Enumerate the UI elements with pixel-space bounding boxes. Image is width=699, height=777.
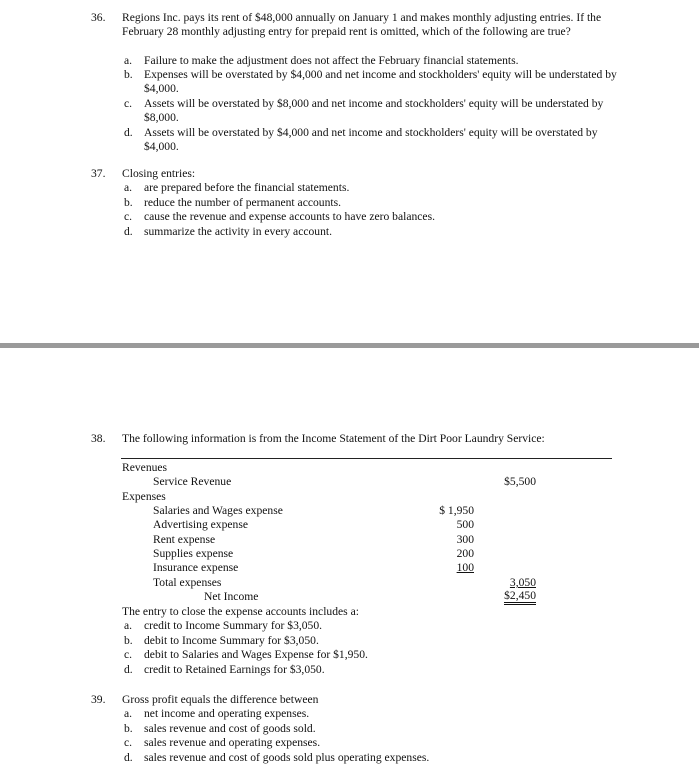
option-letter: a. xyxy=(124,181,133,194)
option-text: Expenses will be overstated by $4,000 and net income and stockholders' equity will be understated by $4,000. xyxy=(144,68,617,96)
question-number: 37. xyxy=(91,167,106,180)
question-number: 38. xyxy=(91,432,106,445)
expense-label: Insurance expense xyxy=(153,561,239,574)
option-letter: c. xyxy=(124,210,133,223)
expense-value: 500 xyxy=(456,518,474,531)
option-text: debit to Salaries and Wages Expense for $1,950. xyxy=(144,648,368,661)
question-number: 36. xyxy=(91,11,106,24)
expense-label: Advertising expense xyxy=(153,518,248,531)
question-number: 39. xyxy=(91,693,106,706)
option-text: net income and operating expenses. xyxy=(144,707,310,720)
option-letter: b. xyxy=(124,68,133,81)
option-text: Assets will be overstated by $8,000 and net income and stockholders' equity will be understated by $8,000. xyxy=(144,97,604,125)
option-text: sales revenue and operating expenses. xyxy=(144,736,321,749)
expense-label: Rent expense xyxy=(153,533,216,546)
option-text: sales revenue and cost of goods sold. xyxy=(144,722,316,735)
option-letter: d. xyxy=(124,663,133,676)
total-expenses-value: 3,050 xyxy=(509,576,536,589)
option-letter: c. xyxy=(124,97,133,110)
option-text: summarize the activity in every account. xyxy=(144,225,333,238)
option-text: Assets will be overstated by $4,000 and net income and stockholders' equity will be overstated by $4,000. xyxy=(144,126,598,154)
question-stem: The following information is from the Income Statement of the Dirt Poor Laundry Service: xyxy=(122,432,545,445)
option-letter: d. xyxy=(124,225,133,238)
option-text: credit to Income Summary for $3,050. xyxy=(144,619,323,632)
net-income-value: $2,450 xyxy=(504,590,536,605)
total-expenses-label: Total expenses xyxy=(153,576,222,589)
option-letter: b. xyxy=(124,634,133,647)
option-text: credit to Retained Earnings for $3,050. xyxy=(144,663,325,676)
revenues-heading: Revenues xyxy=(122,461,168,474)
service-revenue-label: Service Revenue xyxy=(153,475,232,488)
option-text: debit to Income Summary for $3,050. xyxy=(144,634,319,647)
option-letter: b. xyxy=(124,196,133,209)
option-text: are prepared before the financial statements. xyxy=(144,181,350,194)
option-letter: c. xyxy=(124,648,133,661)
option-letter: b. xyxy=(124,722,133,735)
option-text: Failure to make the adjustment does not affect the February financial statements. xyxy=(144,54,519,67)
option-letter: c. xyxy=(124,736,133,749)
option-text: cause the revenue and expense accounts to have zero balances. xyxy=(144,210,435,223)
expenses-heading: Expenses xyxy=(122,490,166,503)
expense-value: 200 xyxy=(456,547,474,560)
question-stem: Gross profit equals the difference between xyxy=(122,693,319,706)
question-stem: Regions Inc. pays its rent of $48,000 annually on January 1 and makes monthly adjusting entries. If the February 28 monthly adjusting entry for prepaid rent is omitted, which of the following are true? xyxy=(122,11,602,39)
net-income-label: Net Income xyxy=(204,590,259,603)
expense-label: Supplies expense xyxy=(153,547,234,560)
question-stem: Closing entries: xyxy=(122,167,196,180)
expense-value: 100 xyxy=(456,561,474,574)
expense-value: 300 xyxy=(456,533,474,546)
expense-value: $ 1,950 xyxy=(439,504,474,517)
page-break-band xyxy=(0,343,699,348)
option-text: reduce the number of permanent accounts. xyxy=(144,196,342,209)
expense-label: Salaries and Wages expense xyxy=(153,504,283,517)
question-text: The entry to close the expense accounts includes a: xyxy=(122,605,359,618)
option-letter: d. xyxy=(124,126,133,139)
option-letter: a. xyxy=(124,707,133,720)
option-letter: d. xyxy=(124,751,133,764)
option-letter: a. xyxy=(124,619,133,632)
service-revenue-value: $5,500 xyxy=(504,475,536,488)
option-letter: a. xyxy=(124,54,133,67)
option-text: sales revenue and cost of goods sold plus operating expenses. xyxy=(144,751,430,764)
statement-top-rule xyxy=(121,458,612,459)
